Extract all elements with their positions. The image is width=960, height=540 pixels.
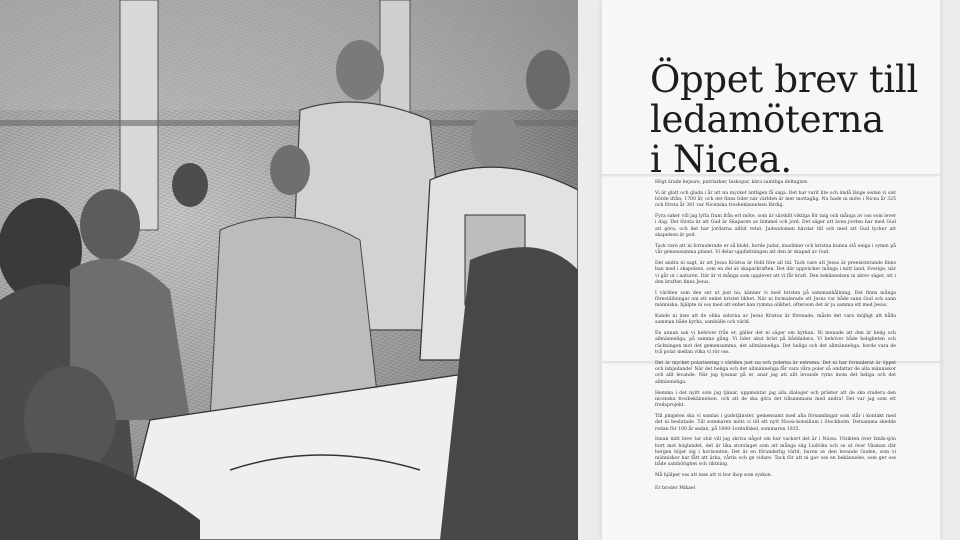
letter-paragraph: Kunde ni inse att de olika sidorna av Jesus Kristus är förenade, måste det vara möjligt att hålla samman både kyrka, samhälle och värld. [655,314,896,326]
letter-paragraph: Må hjälper oss att inse att vi bor ihop som syskon. [655,473,773,479]
letter-title [650,60,920,180]
letter-signature: Er broder Mikael [655,485,696,491]
letter-greeting: Högt ärade kejsare, patriarker, biskopar, kära samtliga deltagare. [655,180,809,185]
letter-paragraph: Vi är glatt och glada i år att nu mycket äntligen få säga. Det har varit lite och ändå länge sedan vi sist hörde ifrån, 1700 år, och det finns tider när världen är mer mottaglig. Nu hade ni möte i Nicea år 325 och första år 381 var Nicenska trosbekännelsen färdig. [655,190,896,209]
letter-title-line: ledamöterna [650,98,884,141]
letter-paragraph: Fyra saker vill jag lyfta fram från ert möte, som är särskilt viktiga för mig och många av oss som lever i dag. Det första är att Gud är Skaparen av himmel och jord. Det säger att även jorden har med Gud att göra, och det har jordarna alltid vetat. Judendomen hävdar till och med att Gud tycker att skapelsen är god. [655,214,896,239]
letter-paragraph: Hemma i det nyitt som jag tjänar, uppmuntar jag alla dialoger och präster att de ska studera den nicenska trosbekännelsen, och att de ska göra det tillsammans med andra! Det var jag som ett fredsprojekt. [655,390,896,409]
letter-paragraph: Tack vare att ni formulerade er så klokt, borde judar, muslimer och kristna kunna stå eniga i synen på vår gemensamma planet. Vi delar uppfattningen att den är skapad av Gud. [655,243,896,256]
letter-paragraph: Det andra ni sagt, är att Jesus Kristus är född före all tid. Tack vare att Jesus är preexisterande finns han med i skapelsen, som en del av skaparkraften. Det där uppväcker många i mitt land, Sverige, när vi går ut i naturen. Där är vi många som upplever att vi får kraft. Den bekännelsen ni skrev säger, att i den kraften finns Jesus. [655,260,896,285]
letter-paragraph: Till pingsten ska vi samlas i gudstjänster, gemensamt med alla församlingar som står i kontakt med det ni beslutade. Till sommaren möts vi till ett nytt Nicea-konsilium i Stockholm. Detsamma skedde redan för 100 år sedan, på 1600-1ordulfskel, sommaren 1925. [655,413,896,432]
letter-paragraph: Innan mitt brev tar slut vill jag skriva något om hur vackert det är i Nicea. Utsikten över Iznik-sjön bort mot höglandet, det är lika storslaget som att många säg Ludvika och se ut över Väsman där bergen höjer sig i horisonten. Det är en förunderlig värld, buren av den levande Guden, som vi människor har fått att ärka, vårda och ge vidare. Tack för att ni gav oss en bekännelse, som ger oss både samhörighet och riktning. [655,437,896,468]
letter-title-line: Öppet brev till [650,58,919,101]
letter-paragraph: En annan sak vi behöver från er, gäller det ni säger om kyrkan. Ni menade att den är helig och allmänneliga, på samma gång. Vi lider akut brist på båddadera. Vi behöver både heligheten och räckningen mot det gemensamma, det allmänneliga. Det heliga och det allmänneliga, borde vara de två polar mellan vilka vi rör oss. [655,331,896,356]
letter-paragraph: I världen som den ser ut just nu, känner vi med bristen på sammanhållning. Det finns många föreställningar om ett enhet kristet likhet. När ni formulerade att Jesus var både sann Gud och sann människa, hjälpte ni oss med att enhet kan rymma olikhet, oftersom det är ju samma ett med Jesus. [655,290,896,309]
letter-body [655,180,896,496]
letter-paragraph: Det är mycket polarisering i världen just nu och polerna är extrema. Det ni har formulerat är öppet och inbjudande! När det heliga och det allmänneliga får vara våra poler så omfattar de alla människor och allt levande. När jag lyssnar på er, anar jag att allt levande ryms inom det heliga och det allmänneliga. [655,360,896,385]
letter-title-line: i Nicea. [650,138,792,181]
